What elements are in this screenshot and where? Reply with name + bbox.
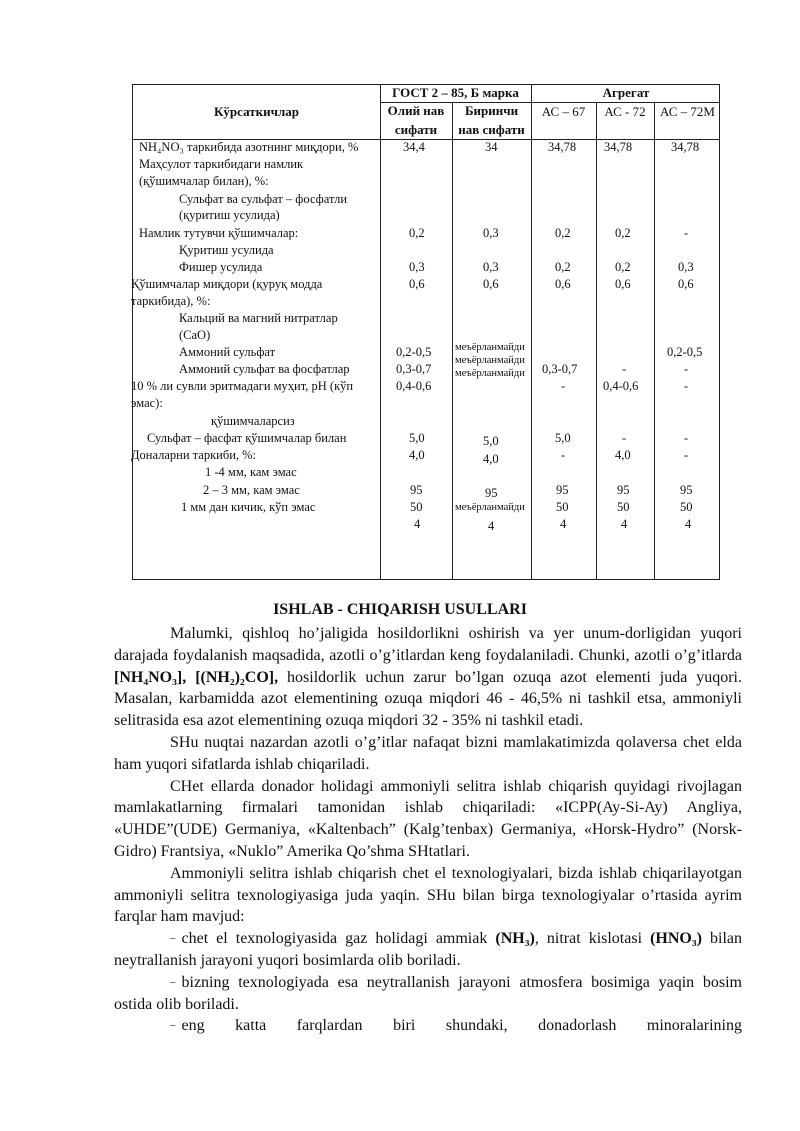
cell-birinchi: 0,3 xyxy=(483,226,499,240)
cell-as72: 0,2 xyxy=(615,226,631,240)
row-label: NH₄NO₃ таркибида азотнинг миқдори, % xyxy=(139,140,359,154)
cell-oliy: 4 xyxy=(414,517,421,531)
table-col-divider xyxy=(380,85,381,579)
cell-birinchi: 95 xyxy=(485,486,498,500)
cell-as67: 0,2 xyxy=(555,226,571,240)
row-label: 2 – 3 мм, кам эмас xyxy=(203,483,300,497)
row-label: Доналарни таркиби, %: xyxy=(131,448,257,462)
cell-as67: - xyxy=(561,448,566,462)
cell-as67: 0,6 xyxy=(555,277,571,291)
cell-oliy: 5,0 xyxy=(409,431,425,445)
header-as72: АС - 72 xyxy=(604,104,646,119)
cell-oliy: 34,4 xyxy=(403,140,425,154)
cell-as72m: 34,78 xyxy=(671,140,700,154)
cell-birinchi: 0,6 xyxy=(483,277,499,291)
cell-as67: 0,2 xyxy=(555,260,571,274)
cell-as72: 4 xyxy=(621,517,628,531)
row-label: 1 -4 мм, кам эмас xyxy=(205,465,297,479)
row-label: (қўшимчалар билан), %: xyxy=(139,174,269,188)
cell-birinchi: 0,3 xyxy=(483,260,499,274)
header-as72m: АС – 72М xyxy=(660,104,715,119)
bullet-dash: – xyxy=(170,932,176,945)
formula: (NH₃) xyxy=(495,930,535,948)
cell-as67: - xyxy=(561,379,566,393)
cell-as72m: - xyxy=(684,448,689,462)
cell-oliy: 95 xyxy=(410,483,423,497)
paragraph: SHu nuqtai nazardan azotli o’g’itlar nafaqat bizni mamlakatimizda qolaversa chet elda ham yuqori sifatlarda ishlab chiqariladi. xyxy=(114,733,742,773)
cell-as72: 95 xyxy=(617,483,630,497)
bullet-item: – eng katta farqlardan biri shundaki, donadorlash minoralarining xyxy=(114,1015,742,1037)
cell-birinchi: меъёрланмайди xyxy=(455,342,525,353)
bullet-dash: – xyxy=(170,1019,176,1032)
cell-oliy: 0,2-0,5 xyxy=(396,345,432,359)
cell-as67: 4 xyxy=(560,517,567,531)
row-label: (қуритиш усулида) xyxy=(179,208,280,222)
cell-as72m: 0,3 xyxy=(678,260,694,274)
cell-oliy: 0,2 xyxy=(409,226,425,240)
cell-as72: - xyxy=(622,362,627,376)
cell-as72m: 0,6 xyxy=(678,277,694,291)
cell-as67: 34,78 xyxy=(548,140,577,154)
cell-birinchi: меъёрланмайди xyxy=(455,368,525,379)
cell-oliy: 0,6 xyxy=(409,277,425,291)
cell-oliy: 50 xyxy=(410,500,423,514)
body-text xyxy=(114,623,742,1037)
cell-as72: 0,6 xyxy=(615,277,631,291)
cell-birinchi: 5,0 xyxy=(483,434,499,448)
row-label: Аммоний сульфат ва фосфатлар xyxy=(179,362,350,376)
cell-as67: 5,0 xyxy=(555,431,571,445)
paragraph: CHet ellarda donador holidagi ammoniyli selitra ishlab chiqarish quyidagi rivojlagan mamlakatlarning firmalari tamonidan ishlab chiqariladi: «ICPP(Ay-Si-Ay) Angliya, «UHDE”(UDE) Germaniya, «Kaltenbach” (Kalg’tenbax) Germaniya, «Horsk-Hydro” (Norsk-Gidro) Frantsiya, «Nuklo” Amerika Qo’shma SHtatlari. xyxy=(114,777,742,860)
header-birinchi-nav: Биринчи нав сифати xyxy=(458,103,525,137)
cell-as67: 95 xyxy=(556,483,569,497)
table-col-divider xyxy=(452,102,453,579)
header-indicators: Кўрсаткичлар xyxy=(214,104,299,119)
cell-as72m: - xyxy=(684,379,689,393)
bullet-item: – chet el texnologiyasida gaz holidagi ammiak (NH₃), nitrat kislotasi (HNO₃) bilan neytrallanish jarayoni yuqori bosimlarda olib boriladi. xyxy=(114,930,743,969)
table-col-divider xyxy=(654,102,655,579)
cell-oliy: 0,3 xyxy=(409,260,425,274)
row-label: Қуритиш усулида xyxy=(179,243,274,257)
row-label: 10 % ли сувли эритмадаги муҳит, рН (кўп xyxy=(131,379,354,393)
row-label: 1 мм дан кичик, кўп эмас xyxy=(181,500,316,514)
cell-birinchi: меъёрланмайди xyxy=(455,355,525,366)
cell-as72m: 50 xyxy=(680,500,693,514)
row-label: Сульфат ва сульфат – фосфатли xyxy=(179,192,348,206)
cell-as67: 0,3-0,7 xyxy=(542,362,578,376)
paragraph: Malumki, qishloq ho’jaligida hosildorlikni oshirish va yer unum-dorligidan yuqori darajada foydalanish maqsadida, azotli o’g’itlardan keng foydalaniladi. Chunki, azotli o’g’itlarda [NH₄NO₃], [(NH₂)₂CO], hosildorlik uchun zarur bo’lgan ozuqa azot elementi juda yuqori. Masalan, karbamidda azot elementining ozuqa miqdori 46 - 46,5% ni tashkil etsa, ammoniyli selitrasida esa azot elementining ozuqa miqdori 32 - 35% ni tashkil etadi. xyxy=(114,625,743,730)
header-oliy-nav: Олий нав сифати xyxy=(387,103,445,137)
section-title: ISHLAB - CHIQARISH USULLARI xyxy=(273,601,527,618)
header-agregat: Агрегат xyxy=(602,85,650,100)
cell-as72m: - xyxy=(684,226,689,240)
row-label: таркибида), %: xyxy=(131,294,211,308)
cell-oliy: 4,0 xyxy=(409,448,425,462)
row-label: Сульфат – фасфат қўшимчалар билан xyxy=(147,431,347,445)
cell-as67: 50 xyxy=(556,500,569,514)
cell-as72: 50 xyxy=(617,500,630,514)
table-col-divider xyxy=(531,85,532,579)
header-gost: ГОСТ 2 – 85, Б марка xyxy=(392,85,519,100)
cell-as72m: 95 xyxy=(680,483,693,497)
header-as67: АС – 67 xyxy=(541,104,586,119)
cell-oliy: 0,3-0,7 xyxy=(396,362,432,376)
cell-as72: - xyxy=(622,431,627,445)
cell-birinchi: 4,0 xyxy=(483,452,499,466)
row-label: (СаО) xyxy=(179,328,211,342)
bullet-item: – bizning texnologiyada esa neytrallanish jarayoni atmosfera bosimiga yaqin bosim ostida olib boriladi. xyxy=(114,973,742,1013)
table-col-divider xyxy=(596,102,597,579)
row-label: эмас): xyxy=(131,396,163,410)
row-label: Қўшимчалар миқдори (қуруқ модда xyxy=(131,277,323,291)
cell-as72m: - xyxy=(684,431,689,445)
cell-birinchi: меъёрланмайди xyxy=(455,502,525,513)
cell-as72: 34,78 xyxy=(604,140,633,154)
specification-table xyxy=(132,84,720,580)
row-label: Намлик тутувчи қўшимчалар: xyxy=(139,226,299,240)
cell-oliy: 0,4-0,6 xyxy=(396,379,432,393)
paragraph: Ammoniyli selitra ishlab chiqarish chet el texnologiyalari, bizda ishlab chiqarilayotgan ammoniyli selitra texnologiyasiga juda yaqin. SHu bilan birga texnologiyalar o’rtasida ayrim farqlar ham mavjud: xyxy=(114,864,742,926)
bullet-dash: – xyxy=(170,975,176,988)
row-label: қўшимчаларсиз xyxy=(211,414,295,428)
formula: [NH₄NO₃], [(NH₂)₂CO], xyxy=(114,668,279,686)
cell-as72m: 0,2-0,5 xyxy=(667,345,703,359)
cell-as72: 0,2 xyxy=(615,260,631,274)
cell-birinchi: 34 xyxy=(485,140,498,154)
row-label: Маҳсулот таркибидаги намлик xyxy=(139,157,304,171)
row-label: Фишер усулида xyxy=(179,260,263,274)
cell-as72: 0,4-0,6 xyxy=(603,379,639,393)
cell-birinchi: 4 xyxy=(488,519,495,533)
cell-as72m: 4 xyxy=(685,517,692,531)
row-label: Кальций ва магний нитратлар xyxy=(179,311,338,325)
cell-as72m: - xyxy=(684,362,689,376)
formula: (HNO₃) xyxy=(650,930,702,948)
row-label: Аммоний сульфат xyxy=(179,345,276,359)
cell-as72: 4,0 xyxy=(615,448,631,462)
